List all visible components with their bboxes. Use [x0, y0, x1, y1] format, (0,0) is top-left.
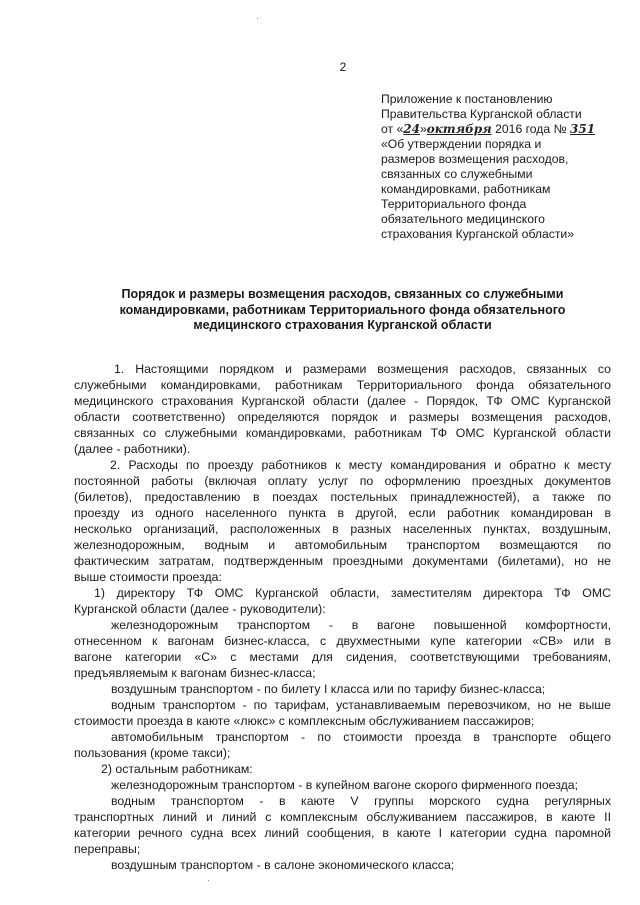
paragraph-line: проезду из одного населенного пункта в другой, если работник командирован в [74, 506, 611, 520]
paragraph-line: пользования (кроме такси); [74, 746, 231, 760]
paragraph-line: связанных со служебными командировками, работникам ТФ ОМС Курганской области [74, 426, 611, 440]
title-line: Порядок и размеры возмещения расходов, связанных со служебными [121, 287, 564, 301]
paragraph-line: отнесенном к вагонам бизнес-класса, с двухместными купе категории «СВ» или в [74, 634, 611, 648]
paragraph-line: 2) остальным работникам: [101, 762, 253, 776]
scan-speck [208, 880, 209, 881]
document-title [100, 287, 585, 334]
paragraph-line: вагоне категории «С» с местами для сидения, соответствующими требованиям, [74, 650, 611, 664]
paragraph-line: транспортных линий и линий с комплексным обслуживанием пассажиров, в каюте II [74, 810, 611, 824]
appendix-line: страхования Курганской области» [381, 227, 575, 241]
paragraph-line: железнодорожным транспортом - в вагоне повышенной комфортности, [111, 618, 611, 632]
appendix-line: связанных со служебными [381, 167, 533, 181]
appendix-line: «Об утверждении порядка и [381, 137, 542, 151]
paragraph-line: переправы; [74, 842, 141, 856]
paragraph-line: водным транспортом - в каюте V группы морского судна регулярных [111, 794, 611, 808]
paragraph-line: медицинского страхования Курганской области (далее - Порядок, ТФ ОМС Курганской [74, 394, 611, 408]
paragraph-line: фактическим затратам, подтвержденным проездными документами (билетами), но не [74, 554, 611, 568]
date-separator: » [419, 122, 427, 136]
paragraph-line: области соответственно) определяются порядок и размеры возмещения расходов, [74, 410, 611, 424]
paragraph-line: Курганской области (далее - руководители): [74, 602, 326, 616]
paragraph-line: выше стоимости проезда: [74, 570, 222, 584]
appendix-line: размеров возмещения расходов, [381, 152, 569, 166]
appendix-line: Территориального фонда [381, 197, 527, 211]
paragraph-line: воздушным транспортом - по билету I класса или по тарифу бизнес-класса; [111, 682, 546, 696]
appendix-line: Приложение к постановлению [381, 92, 553, 106]
paragraph-line: категории речного судна всех линий сообщения, в каюте I категории судна паромной [74, 826, 611, 840]
paragraph-line: 1. Настоящими порядком и размерами возмещения расходов, связанных со [114, 362, 611, 376]
paragraph-line: 1) директору ТФ ОМС Курганской области, заместителям директора ТФ ОМС [94, 586, 611, 600]
appendix-block [381, 92, 621, 242]
handwritten-day: 24 [403, 122, 420, 136]
handwritten-month: октября [426, 122, 492, 136]
paragraph-line: водным транспортом - по тарифам, устанавливаемым перевозчиком, но не выше [111, 698, 611, 712]
paragraph-line: стоимости проезда в каюте «люкс» с комплексным обслуживанием пассажиров; [74, 714, 535, 728]
paragraph-line: (далее - работники). [74, 442, 191, 456]
handwritten-doc-number: 351 [570, 122, 596, 136]
title-line: командировками, работникам Территориального фонда обязательного [119, 302, 566, 317]
document-body [74, 361, 611, 873]
paragraph-line: железнодорожным транспортом - в купейном вагоне скорого фирменного поезда; [111, 778, 579, 792]
paragraph-line: служебными командировками, работникам Территориального фонда обязательного [74, 378, 611, 392]
paragraph-line: железнодорожным, водным и автомобильным транспортом возмещаются по [74, 538, 611, 552]
paragraph-line: воздушным транспортом - в салоне экономического класса; [111, 858, 455, 872]
title-line: медицинского страхования Курганской области [193, 318, 492, 333]
paragraph-line: автомобильным транспортом - по стоимости проезда в транспорте общего [111, 730, 611, 744]
appendix-line: Правительства Курганской области [381, 107, 582, 121]
paragraph-line: постоянной работы (включая оплату услуг по оформлению проездных документов [74, 474, 611, 488]
paragraph-line: предъявляемым к вагонам бизнес-класса; [74, 666, 316, 680]
appendix-line: обязательного медицинского [381, 212, 545, 226]
paragraph-line: (билетов), предоставлению в поездах постельных принадлежностей), а также по [74, 490, 611, 504]
date-prefix: от « [381, 122, 404, 136]
appendix-date-line [381, 122, 621, 137]
page-number: 2 [339, 60, 347, 74]
paragraph-line: несколько организаций, расположенных в разных населенных пунктах, воздушным, [74, 522, 611, 536]
scan-speck [257, 18, 258, 19]
paragraph-line: 2. Расходы по проезду работников к месту командирования и обратно к месту [110, 458, 611, 472]
date-year-label: 2016 года № [491, 122, 567, 136]
appendix-line: командировками, работникам [381, 182, 551, 196]
